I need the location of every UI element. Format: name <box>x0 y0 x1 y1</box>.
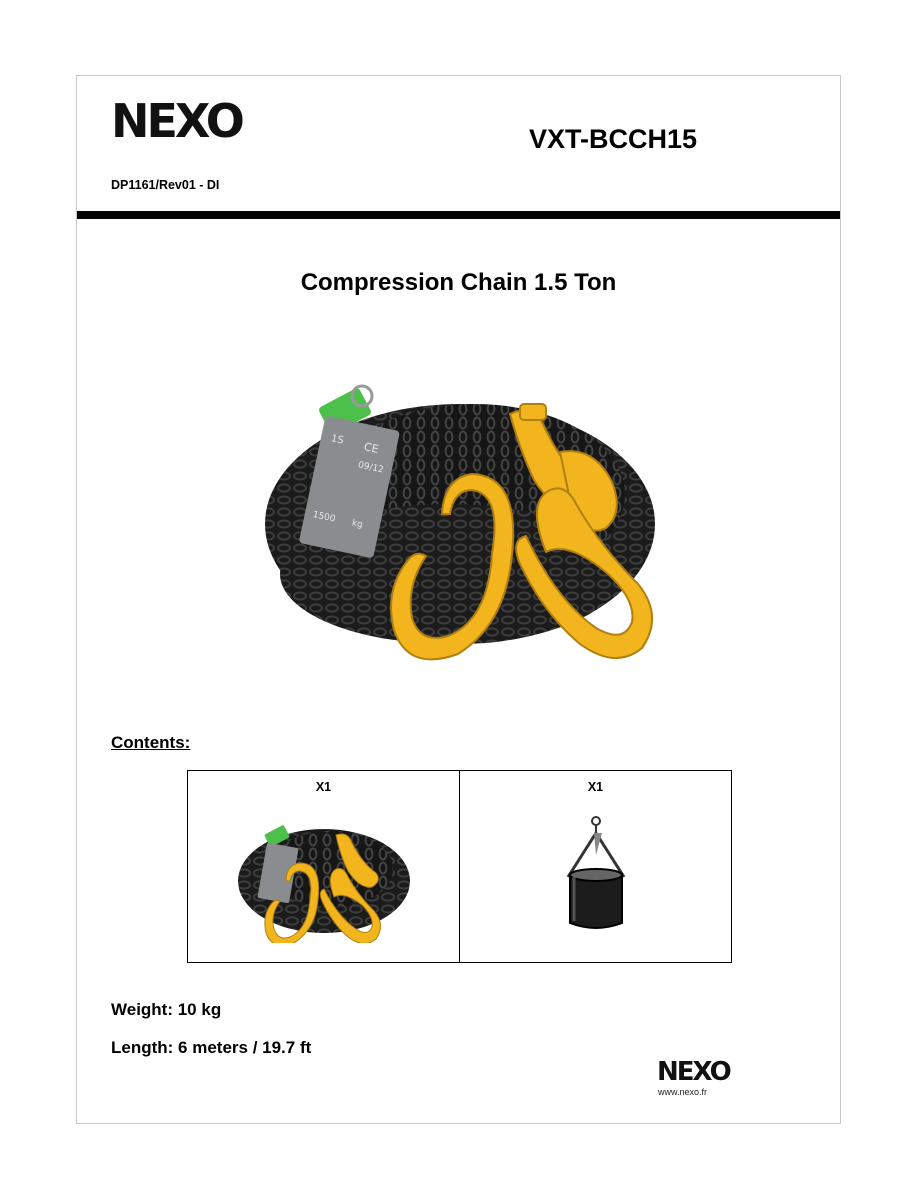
nexo-footer-logo: NEXO www.nexo.fr <box>657 1057 730 1097</box>
contents-cell-bag <box>459 771 731 962</box>
contents-cell-chain <box>188 771 459 962</box>
tag-line4: 1500 <box>311 510 337 525</box>
product-title: Compression Chain 1.5 Ton <box>300 269 617 296</box>
nexo-logo: NEXO <box>111 94 242 148</box>
length-spec: Length: 6 meters / 19.7 ft <box>111 1038 312 1057</box>
tag-line3: 09/12 <box>357 460 385 476</box>
item-quantity: X1 <box>315 780 332 794</box>
tag-line2: CE <box>362 440 380 457</box>
contents-heading: Contents: <box>111 733 191 752</box>
model-number: VXT-BCCH15 <box>529 124 698 154</box>
datasheet-page <box>76 75 841 1124</box>
tag-line5: kg <box>350 518 364 531</box>
weight-spec: Weight: 10 kg <box>111 1000 222 1019</box>
item-quantity: X1 <box>587 780 604 794</box>
contents-table <box>187 770 732 963</box>
storage-bag-icon <box>556 815 636 935</box>
chain-sling-photo <box>260 374 656 664</box>
document-reference: DP1161/Rev01 - DI <box>111 178 220 192</box>
tag-line1: 1S <box>329 433 345 447</box>
website-url: www.nexo.fr <box>658 1087 708 1097</box>
chain-sling-icon <box>236 819 412 943</box>
header-divider <box>77 211 840 219</box>
